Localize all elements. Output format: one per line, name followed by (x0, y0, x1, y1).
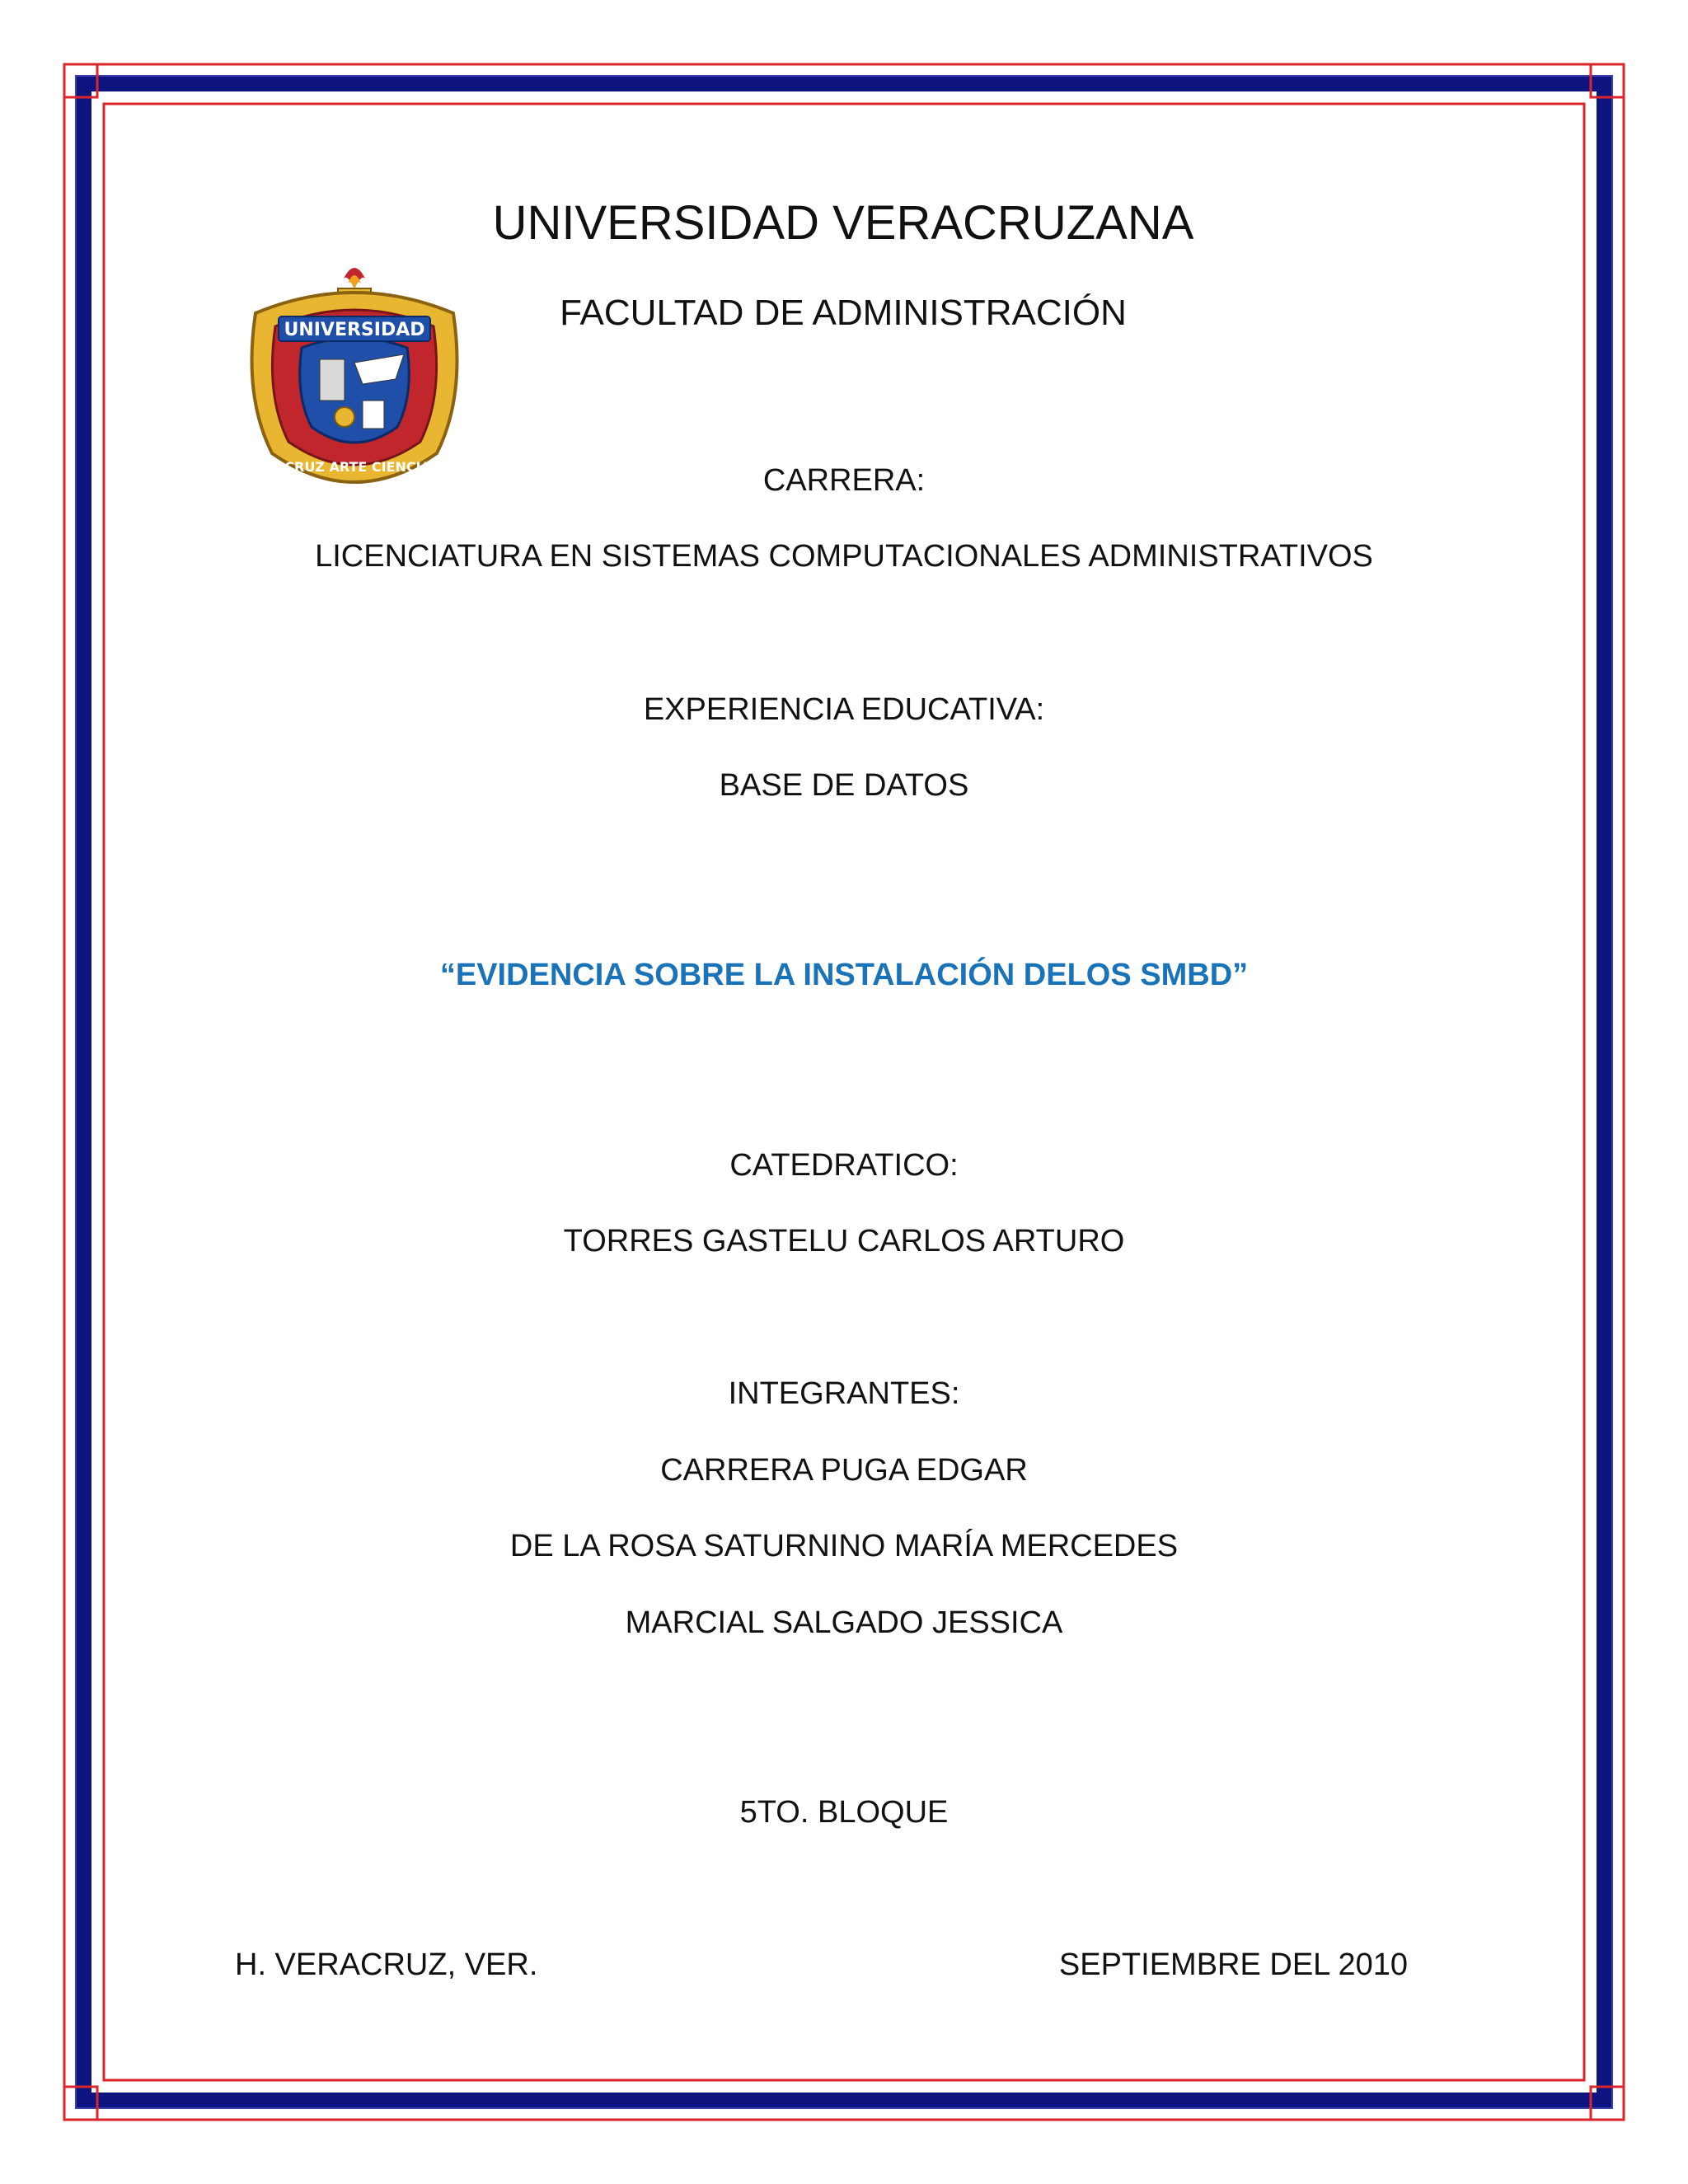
faculty-name: FACULTAD DE ADMINISTRACIÓN (560, 293, 1127, 333)
member-name: DE LA ROSA SATURNINO MARÍA MERCEDES (509, 1529, 1179, 1563)
members-label: INTEGRANTES: (728, 1376, 960, 1411)
document-title: “EVIDENCIA SOBRE LA INSTALACIÓN DELOS SMBD” (439, 958, 1249, 992)
svg-text:UNIVERSIDAD: UNIVERSIDAD (284, 320, 425, 340)
course-value: BASE DE DATOS (719, 768, 969, 803)
university-name: UNIVERSIDAD VERACRUZANA (492, 196, 1194, 250)
block-label: 5TO. BLOQUE (739, 1795, 949, 1830)
member-name: MARCIAL SALGADO JESSICA (625, 1605, 1063, 1640)
course-label: EXPERIENCIA EDUCATIVA: (643, 692, 1045, 727)
footer-date: SEPTIEMBRE DEL 2010 (1058, 1947, 1408, 1982)
member-name: CARRERA PUGA EDGAR (660, 1453, 1028, 1488)
career-label: CARRERA: (762, 463, 926, 498)
professor-label: CATEDRATICO: (729, 1148, 959, 1183)
career-value: LICENCIATURA EN SISTEMAS COMPUTACIONALES ADMINISTRATIVOS (315, 539, 1373, 574)
svg-text:VERACRUZ ARTE CIENCIA LUZ: VERACRUZ ARTE CIENCIA LUZ (245, 459, 464, 475)
footer-place: H. VERACRUZ, VER. (235, 1947, 538, 1982)
professor-name: TORRES GASTELU CARLOS ARTURO (563, 1224, 1125, 1258)
